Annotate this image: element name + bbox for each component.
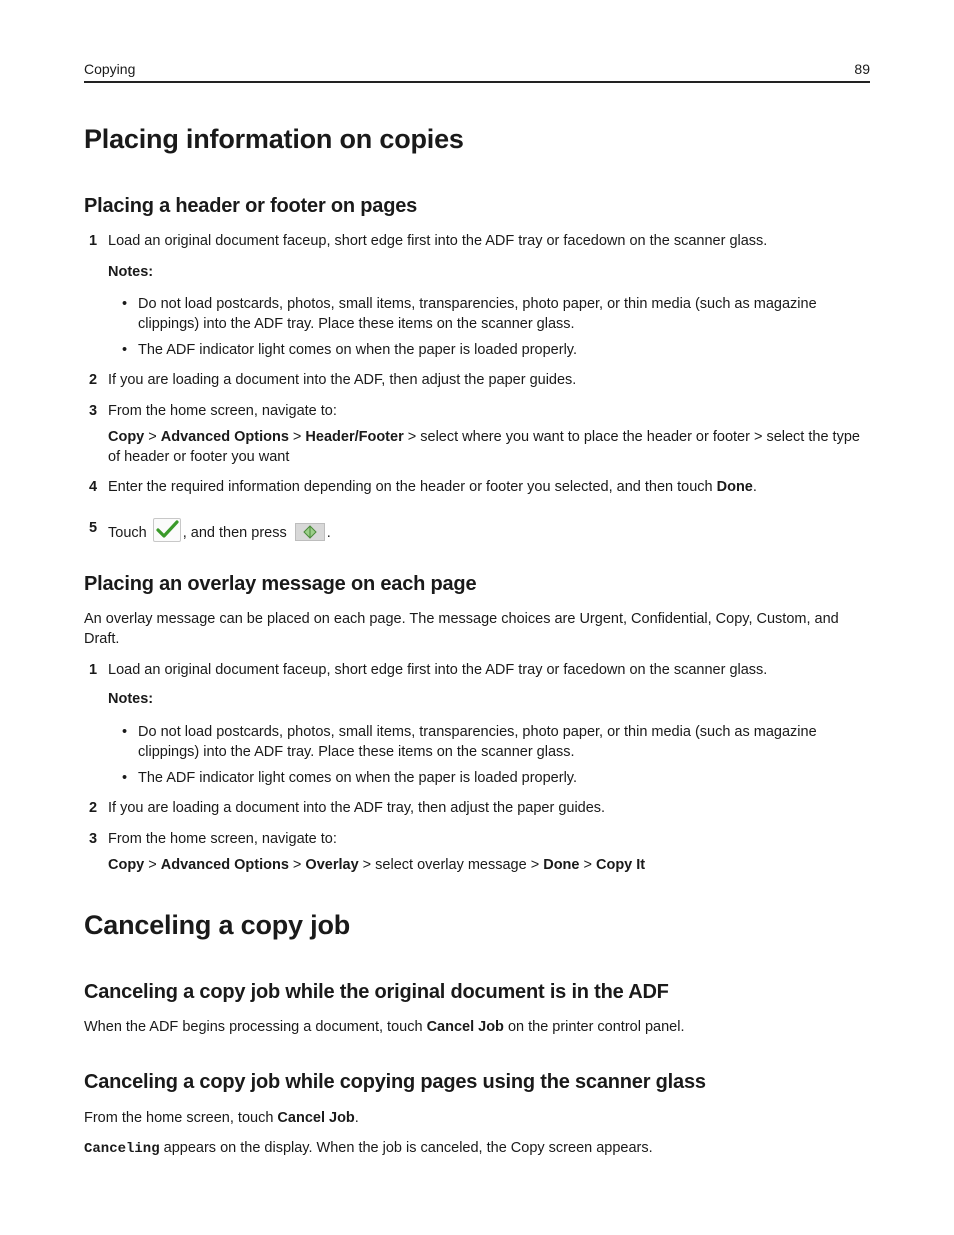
bullet-text: The ADF indicator light comes on when the paper is loaded properly. bbox=[138, 342, 578, 358]
bullet-icon: • bbox=[122, 296, 128, 312]
subheading-overlay-message: Placing an overlay message on each page bbox=[84, 573, 477, 595]
subheading-cancel-adf: Canceling a copy job while the original document is in the ADF bbox=[84, 981, 669, 1003]
step-number: 4 bbox=[89, 479, 98, 495]
path-header-footer: Header/Footer bbox=[305, 429, 404, 445]
step-text: From the home screen, navigate to: bbox=[108, 403, 337, 419]
overlay-intro: An overlay message can be placed on each page. The message choices are Urgent, Confidential, Copy, Custom, and Draft. bbox=[84, 611, 839, 647]
path-rest: > select where you want to place the header or footer > select the type of header or footer you want bbox=[108, 429, 860, 465]
text-part: appears on the display. When the job is canceled, the Copy screen appears. bbox=[159, 1140, 653, 1156]
path-separator: > bbox=[144, 429, 161, 445]
step-text-end: . bbox=[752, 479, 757, 495]
path-advanced-options: Advanced Options bbox=[160, 429, 289, 445]
step-text-end: . bbox=[326, 525, 331, 541]
step-text-part: , and then press bbox=[182, 525, 291, 541]
text-part: . bbox=[354, 1110, 359, 1126]
step-number: 1 bbox=[89, 662, 98, 678]
cancel-job-label: Cancel Job bbox=[426, 1019, 504, 1035]
path-separator: > bbox=[579, 857, 596, 873]
canceling-display-text bbox=[84, 1138, 870, 1159]
path-mid: > select overlay message > bbox=[358, 857, 544, 873]
bullet-icon: • bbox=[122, 770, 128, 786]
path-overlay: Overlay bbox=[305, 857, 359, 873]
notes-label: Notes: bbox=[108, 264, 154, 280]
path-copy: Copy bbox=[108, 429, 145, 445]
cancel-glass-text bbox=[84, 1108, 870, 1128]
bullet-text: The ADF indicator light comes on when the paper is loaded properly. bbox=[138, 770, 578, 786]
bullet-icon: • bbox=[122, 724, 128, 740]
path-separator: > bbox=[288, 857, 306, 873]
bullet-text: Do not load postcards, photos, small items, transparencies, photo paper, or thin media (such as magazine clippings) into the ADF tray. Place these items on the scanner glass. bbox=[138, 724, 817, 760]
checkmark-icon bbox=[153, 518, 181, 542]
path-done: Done bbox=[543, 857, 580, 873]
step-text: Load an original document faceup, short edge first into the ADF tray or facedown on the scanner glass. bbox=[108, 662, 768, 678]
step-text-part: Touch bbox=[108, 525, 151, 541]
section-name: Copying bbox=[84, 61, 136, 77]
text-part: When the ADF begins processing a document, touch bbox=[84, 1019, 427, 1035]
bullet-icon: • bbox=[122, 342, 128, 358]
running-header bbox=[84, 60, 870, 83]
bullet-text: Do not load postcards, photos, small items, transparencies, photo paper, or thin media (such as magazine clippings) into the ADF tray. Place these items on the scanner glass. bbox=[138, 296, 817, 332]
done-label: Done bbox=[716, 479, 753, 495]
step-text bbox=[108, 518, 870, 543]
path-advanced-options: Advanced Options bbox=[160, 857, 289, 873]
cancel-adf-text bbox=[84, 1017, 870, 1037]
step-text: If you are loading a document into the ADF, then adjust the paper guides. bbox=[108, 372, 577, 388]
subheading-cancel-scanner-glass: Canceling a copy job while copying pages using the scanner glass bbox=[84, 1071, 706, 1093]
step-number: 5 bbox=[89, 520, 98, 536]
step-text-part: Enter the required information depending on the header or footer you selected, and then touch bbox=[108, 479, 717, 495]
path-copy: Copy bbox=[108, 857, 145, 873]
step-text bbox=[108, 477, 870, 497]
page-number: 89 bbox=[854, 61, 870, 77]
navigation-path bbox=[108, 855, 870, 875]
heading-placing-information: Placing information on copies bbox=[84, 124, 464, 154]
step-number: 3 bbox=[89, 831, 98, 847]
navigation-path bbox=[108, 427, 870, 467]
step-number: 2 bbox=[89, 372, 98, 388]
step-text: If you are loading a document into the ADF tray, then adjust the paper guides. bbox=[108, 800, 606, 816]
subheading-header-footer: Placing a header or footer on pages bbox=[84, 195, 418, 217]
display-message: Canceling bbox=[84, 1141, 160, 1157]
text-part: From the home screen, touch bbox=[84, 1110, 278, 1126]
notes-label: Notes: bbox=[108, 691, 154, 707]
step-number: 3 bbox=[89, 403, 98, 419]
step-number: 1 bbox=[89, 233, 98, 249]
start-diamond-icon bbox=[295, 523, 325, 541]
text-part: on the printer control panel. bbox=[503, 1019, 685, 1035]
path-copy-it: Copy It bbox=[596, 857, 646, 873]
step-text: Load an original document faceup, short edge first into the ADF tray or facedown on the scanner glass. bbox=[108, 233, 768, 249]
heading-canceling-copy-job: Canceling a copy job bbox=[84, 910, 351, 940]
path-separator: > bbox=[288, 429, 306, 445]
path-separator: > bbox=[144, 857, 161, 873]
step-number: 2 bbox=[89, 800, 98, 816]
cancel-job-label: Cancel Job bbox=[277, 1110, 355, 1126]
step-text: From the home screen, navigate to: bbox=[108, 831, 337, 847]
